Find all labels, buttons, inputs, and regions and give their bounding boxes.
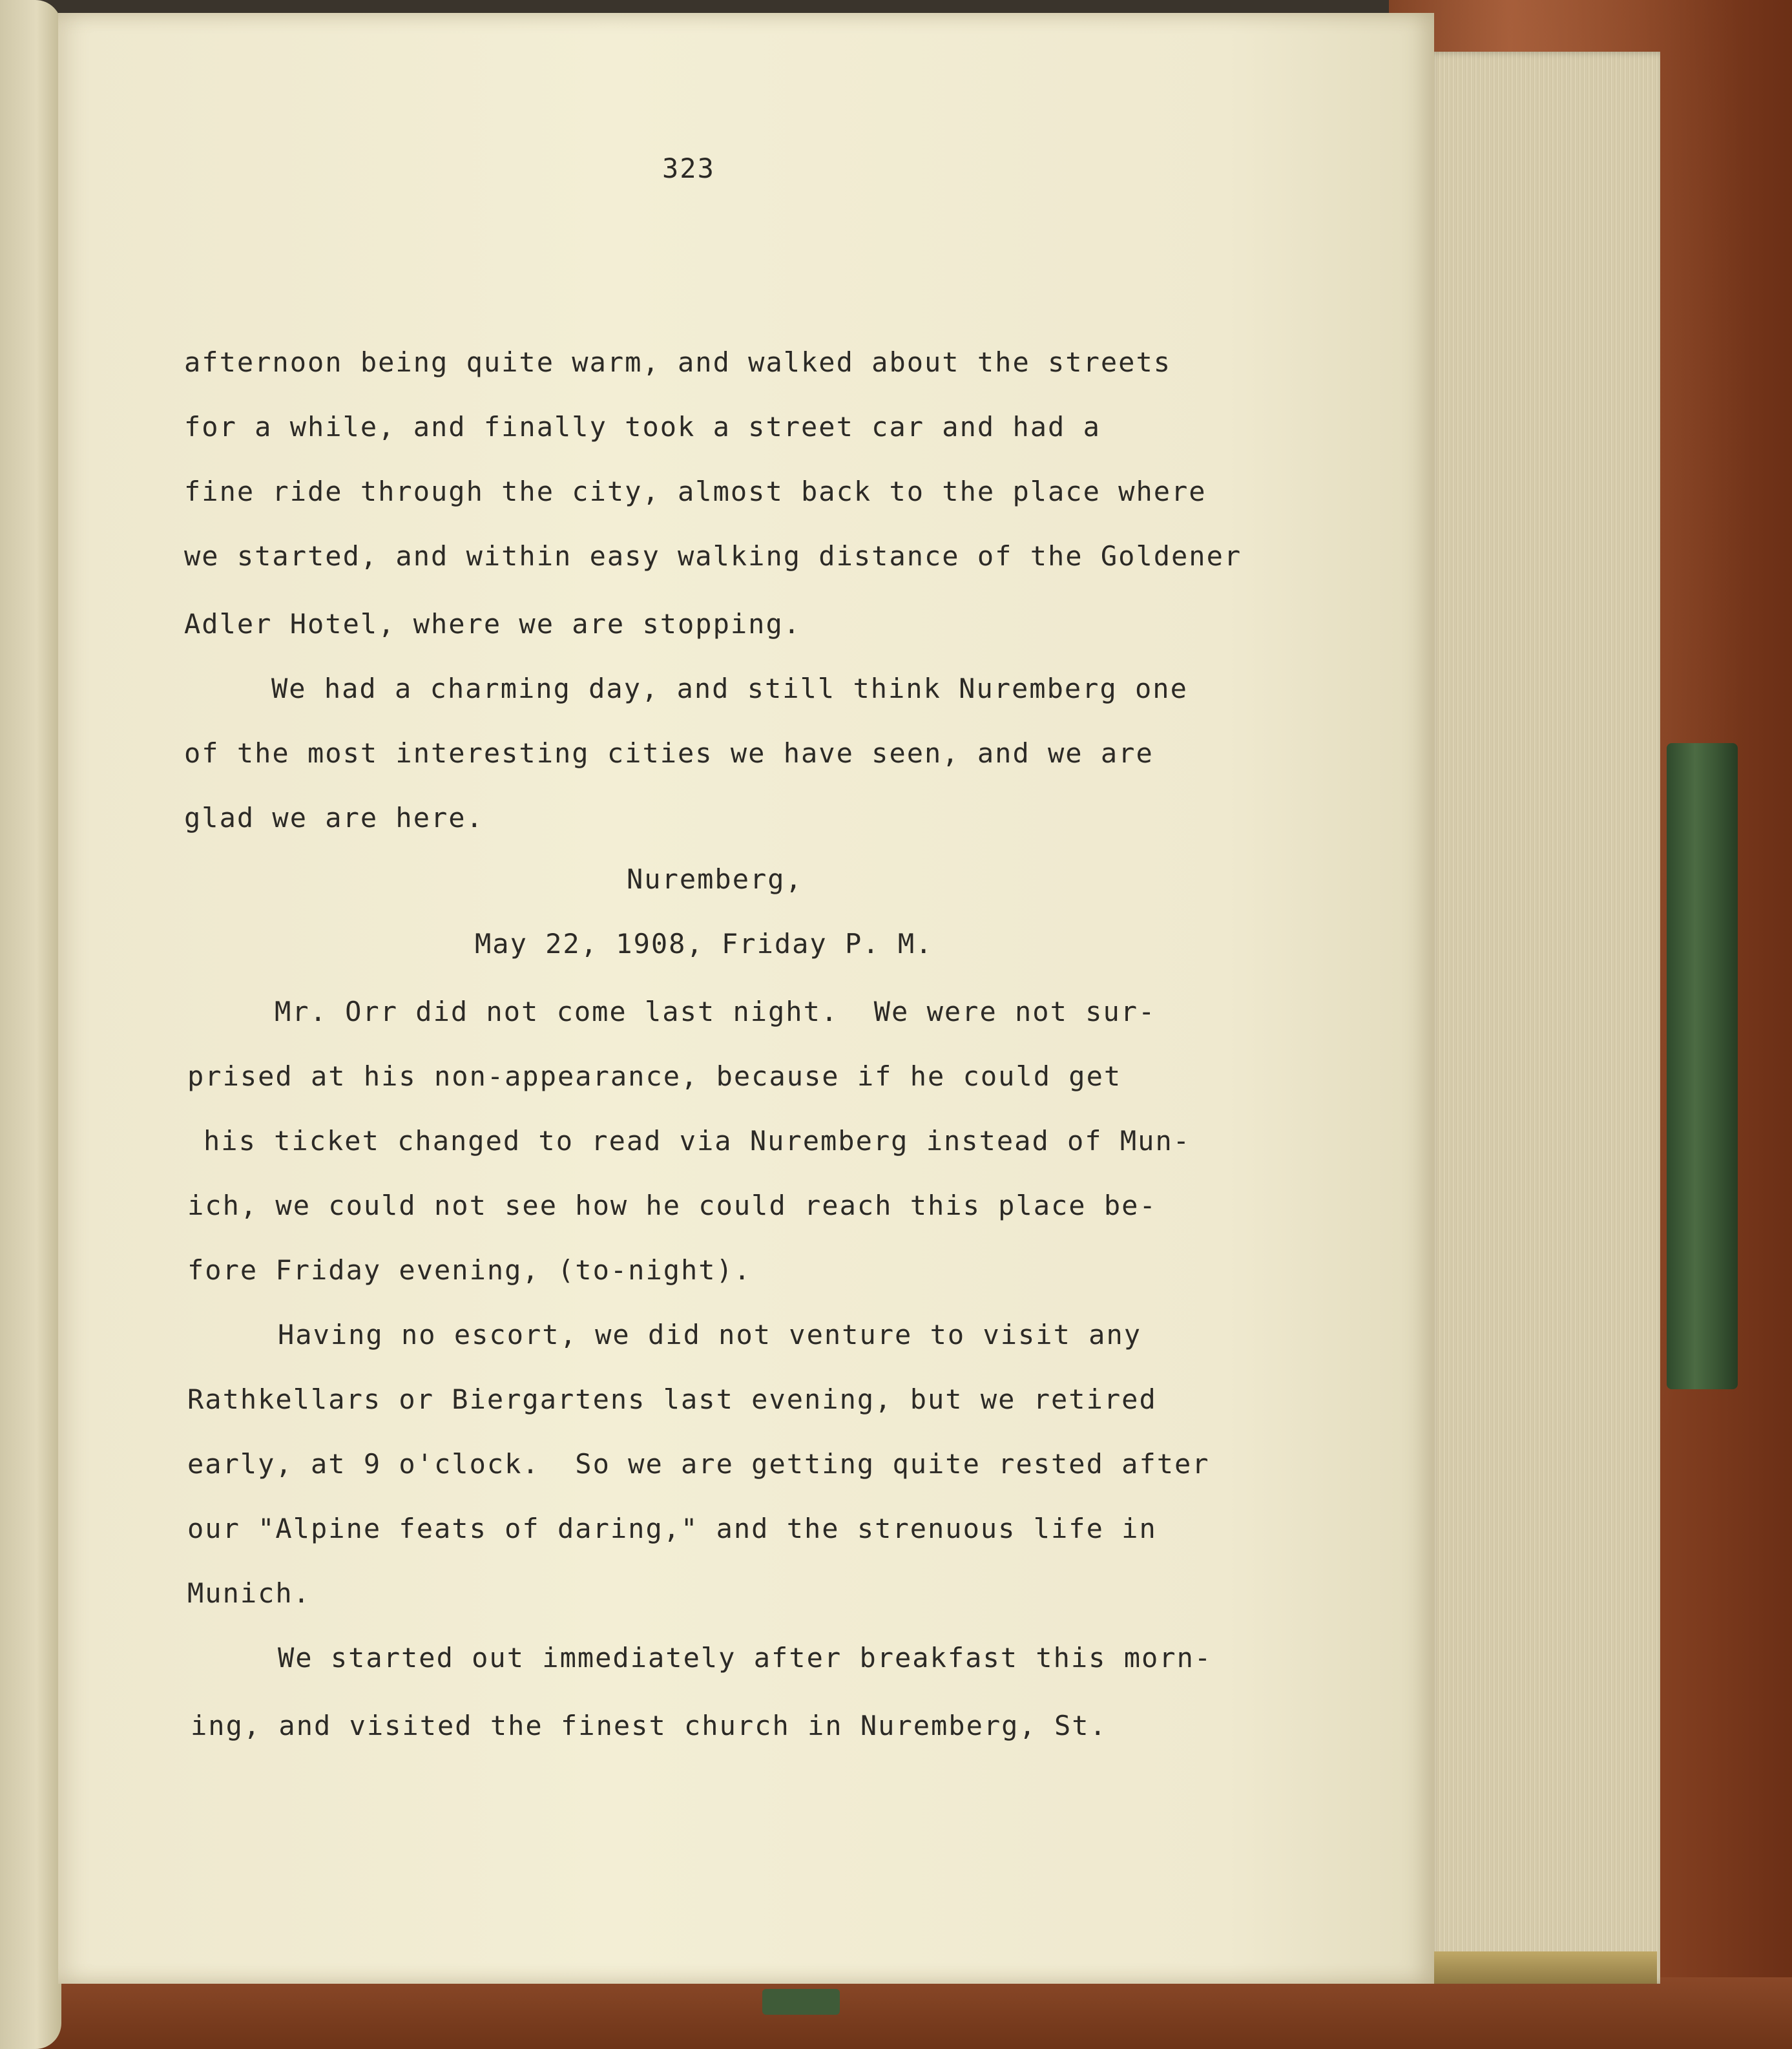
text-line: glad we are here. <box>184 802 484 834</box>
text-line: Adler Hotel, where we are stopping. <box>184 608 802 640</box>
ribbon-bookmark <box>1667 743 1738 1389</box>
text-line: We started out immediately after breakfast this morn- <box>278 1642 1213 1674</box>
page-number: 323 <box>662 152 715 184</box>
text-line: for a while, and finally took a street car and had a <box>184 411 1101 443</box>
left-page-edge <box>0 0 61 2049</box>
text-line: ich, we could not see how he could reach this place be- <box>187 1190 1157 1221</box>
text-line: afternoon being quite warm, and walked about the streets <box>184 346 1172 378</box>
typewritten-page <box>58 13 1434 1984</box>
text-line: Having no escort, we did not venture to visit any <box>278 1319 1142 1350</box>
date-heading: May 22, 1908, Friday P. M. <box>475 928 933 960</box>
leather-cover-bottom <box>0 1977 1792 2049</box>
text-line: early, at 9 o'clock. So we are getting quite rested after <box>187 1448 1210 1480</box>
text-line: fore Friday evening, (to-night). <box>187 1254 752 1286</box>
text-line: of the most interesting cities we have seen, and we are <box>184 737 1154 769</box>
text-line: we started, and within easy walking distance of the Goldener <box>184 540 1242 572</box>
text-line: ing, and visited the finest church in Nuremberg, St. <box>191 1710 1107 1741</box>
text-line: Mr. Orr did not come last night. We were not sur- <box>275 996 1156 1027</box>
ribbon-bookmark-end <box>762 1989 840 2015</box>
page-stack-edge <box>1428 52 1660 1984</box>
place-heading: Nuremberg, <box>627 863 803 895</box>
text-line: prised at his non-appearance, because if he could get <box>187 1060 1122 1092</box>
text-line: his ticket changed to read via Nuremberg instead of Mun- <box>203 1125 1191 1157</box>
text-line: Rathkellars or Biergartens last evening, but we retired <box>187 1383 1157 1415</box>
text-line: We had a charming day, and still think Nuremberg one <box>271 673 1188 704</box>
text-line: Munich. <box>187 1577 311 1609</box>
text-line: our "Alpine feats of daring," and the strenuous life in <box>187 1513 1157 1544</box>
gilt-edge <box>1431 1951 1657 1984</box>
text-line: fine ride through the city, almost back to the place where <box>184 476 1207 507</box>
